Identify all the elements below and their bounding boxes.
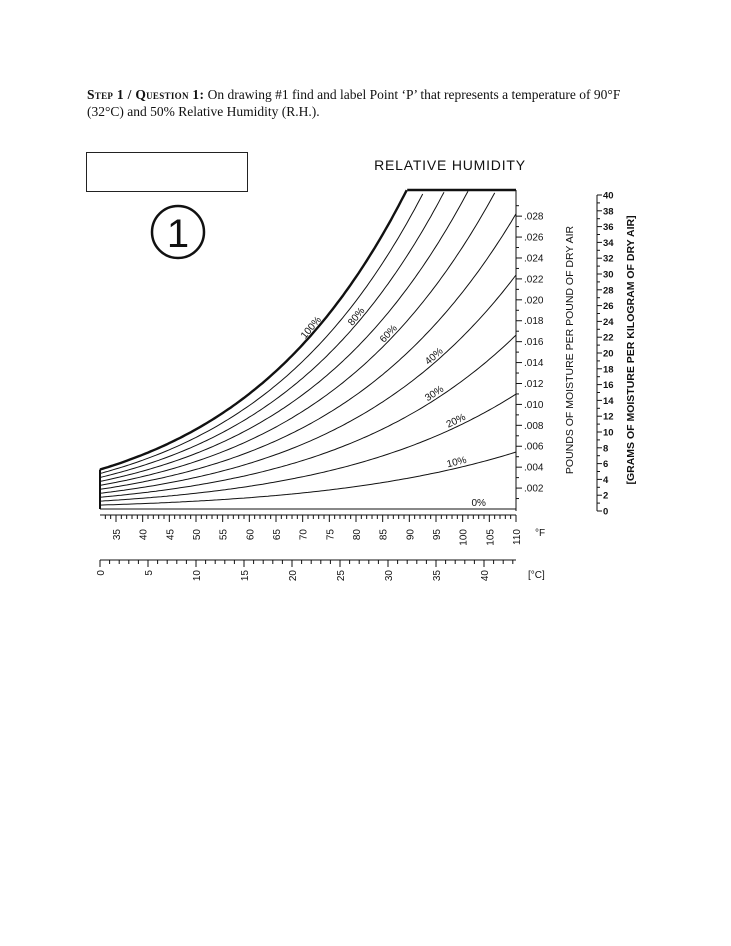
grams-tick-label: 28 (603, 285, 614, 297)
y-tick-label: .024 (524, 253, 544, 265)
x-tick-label-f: 90 (405, 529, 417, 541)
x-tick-label-c: 25 (336, 570, 347, 582)
x-tick-label-c: 40 (480, 570, 491, 582)
grams-tick-label: 8 (603, 443, 609, 455)
grams-tick-label: 40 (603, 190, 614, 202)
question-text (87, 86, 647, 120)
x-tick-label-f: 45 (165, 529, 177, 541)
grams-tick-label: 12 (603, 411, 614, 423)
x-tick-label-f: 50 (192, 529, 203, 541)
drawing-number: 1 (166, 212, 190, 256)
y-tick-label: .018 (524, 316, 544, 328)
grams-tick-label: 30 (603, 269, 614, 281)
x-tick-label-c: 0 (96, 570, 107, 576)
rh-label-20: 20% (444, 411, 468, 431)
x-tick-label-f: 60 (245, 529, 257, 541)
x-tick-label-c: 5 (144, 570, 155, 576)
grams-tick-label: 18 (603, 364, 614, 376)
y-tick-label: .010 (524, 399, 544, 411)
x-tick-label-c: 35 (432, 570, 443, 582)
grams-tick-label: 10 (603, 427, 614, 439)
y-tick-label: .012 (524, 378, 544, 390)
rh-curve-70 (100, 191, 468, 481)
x-tick-label-f: 35 (112, 529, 123, 541)
grams-tick-label: 20 (603, 348, 614, 360)
x-tick-label-f: 55 (218, 529, 230, 541)
x-tick-label-f: 95 (432, 529, 443, 541)
x-tick-label-f: 110 (512, 529, 523, 545)
grams-tick-label: 38 (603, 206, 614, 218)
x-tick-label-f: 70 (298, 529, 310, 541)
y-tick-label: .008 (524, 420, 544, 432)
x-tick-label-f: 105 (485, 529, 497, 546)
grams-tick-label: 4 (603, 474, 609, 486)
x-tick-label-c: 15 (240, 570, 251, 582)
x-tick-label-f: 85 (378, 529, 390, 541)
grams-tick-label: 32 (603, 253, 614, 265)
y-tick-label: .004 (524, 462, 544, 474)
grams-tick-label: 6 (603, 459, 609, 471)
x-tick-label-f: 75 (325, 529, 337, 541)
y-tick-label: .006 (524, 441, 544, 453)
rh-label-30: 30% (423, 383, 446, 405)
rh-label-100: 100% (298, 314, 324, 342)
grams-tick-label: 36 (603, 222, 614, 234)
x-tick-label-c: 20 (288, 570, 299, 582)
rh-label-10: 10% (445, 454, 468, 471)
rh-curve-50 (100, 214, 516, 490)
chart-title: RELATIVE HUMIDITY (374, 157, 526, 173)
y-tick-label: .016 (524, 337, 544, 349)
grams-tick-label: 26 (603, 301, 614, 313)
x-tick-label-c: 10 (192, 570, 203, 582)
grams-tick-label: 34 (603, 237, 614, 249)
x-tick-label-f: 65 (272, 529, 283, 541)
rh-label-80: 80% (346, 305, 368, 329)
y-tick-label: .026 (524, 232, 544, 244)
x-tick-label-f: 40 (138, 529, 150, 541)
y-tick-label: .022 (524, 274, 544, 286)
y-tick-label: .020 (524, 295, 544, 307)
grams-tick-label: 14 (603, 395, 614, 407)
y-tick-label: .002 (524, 483, 544, 495)
drawing-number-badge (152, 206, 204, 258)
y-axis-label-left: POUNDS OF MOISTURE PER POUND OF DRY AIR (564, 225, 576, 475)
grams-tick-label: 16 (603, 380, 614, 392)
rh-curve-60 (100, 193, 495, 486)
y-axis-label-right: [GRAMS OF MOISTURE PER KILOGRAM OF DRY AIR] (625, 215, 637, 485)
x-tick-label-f: 80 (352, 529, 363, 541)
x-tick-label-c: 30 (384, 570, 395, 582)
rh-curve-100 (100, 190, 407, 469)
unit-fahrenheit: °F (535, 528, 546, 539)
rh-curve-90 (100, 194, 423, 474)
question-lead: Step 1 / Question 1: (87, 87, 205, 102)
unit-celsius: [°C] (528, 570, 545, 581)
grams-tick-label: 24 (603, 316, 614, 328)
grams-tick-label: 2 (603, 490, 609, 502)
grams-tick-label: 0 (603, 506, 609, 518)
rh-label-0: 0% (471, 498, 486, 509)
psychrometric-chart (0, 140, 731, 600)
y-tick-label: .014 (524, 358, 544, 370)
y-tick-label: .028 (524, 211, 544, 223)
x-tick-label-f: 100 (458, 529, 470, 546)
grams-tick-label: 22 (603, 332, 614, 344)
rh-label-60: 60% (378, 323, 400, 346)
rh-label-40: 40% (423, 345, 446, 368)
question-body: On drawing #1 find and label Point ‘P’ that represents a temperature of 90°F (32°C) and 50% Relative Humidity (R.H.). (87, 87, 621, 119)
